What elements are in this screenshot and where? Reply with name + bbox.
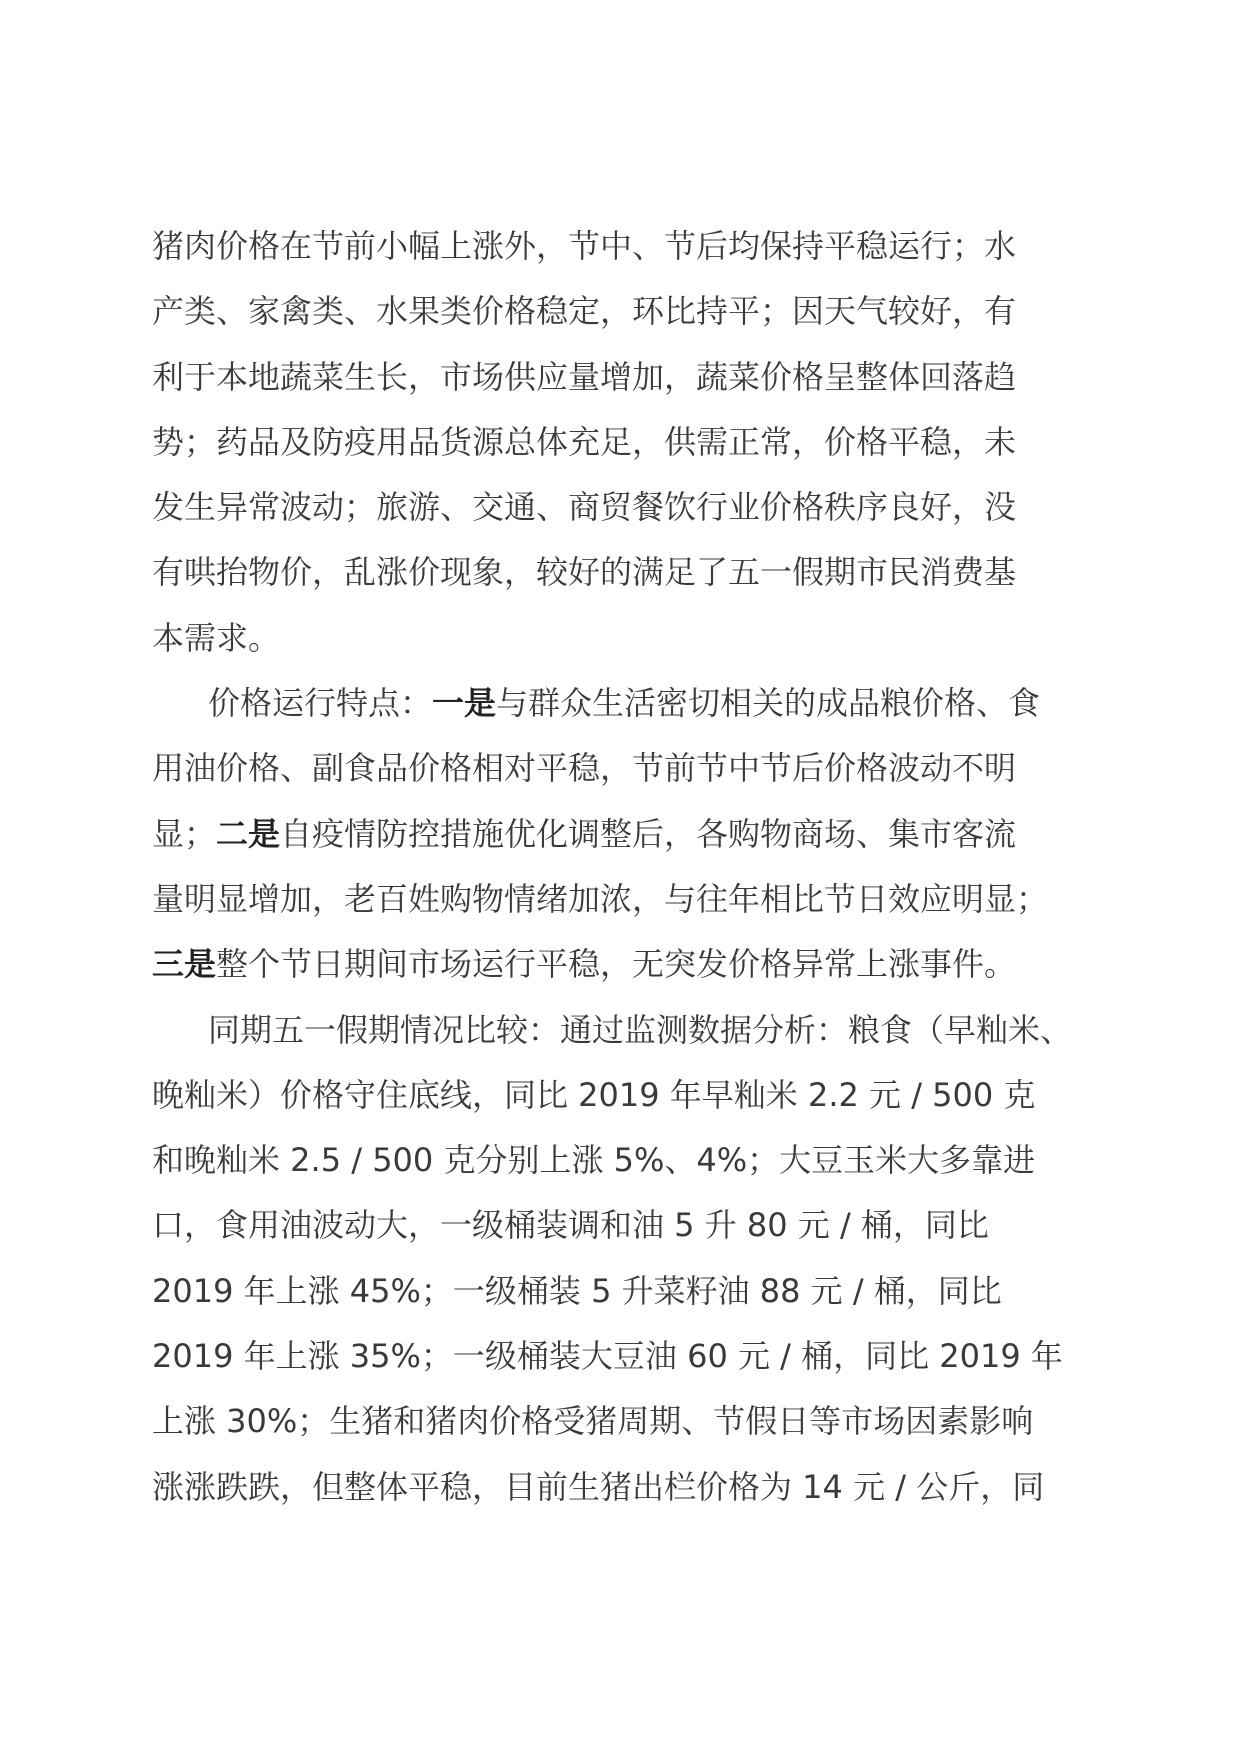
text-line: 本需求。 [152, 618, 281, 657]
bold-point-three: 三是 [152, 945, 217, 984]
text-run: 自疫情防控措施优化调整后，各购物商场、集市客流 [280, 814, 1017, 853]
bold-point-two: 二是 [216, 814, 281, 853]
text-line: 和晚籼米 2.5 / 500 克分别上涨 5%、4%；大豆玉米大多靠进 [152, 1141, 1036, 1180]
text-run: 显； [152, 814, 217, 853]
text-line: 2019 年上涨 45%；一级桶装 5 升菜籽油 88 元 / 桶，同比 [152, 1271, 1002, 1310]
text-run: 与群众生活密切相关的成品粮价格、食 [496, 684, 1041, 723]
text-line [152, 802, 1082, 867]
text-run: 整个节日期间市场运行平稳，无突发价格异常上涨事件。 [216, 945, 1017, 984]
text-line: 利于本地蔬菜生长，市场供应量增加，蔬菜价格呈整体回落趋 [152, 357, 1017, 396]
text-line [152, 998, 1082, 1063]
text-line: 上涨 30%；生猪和猪肉价格受猪周期、节假日等市场因素影响 [152, 1402, 1034, 1441]
text-line: 发生异常波动；旅游、交通、商贸餐饮行业价格秩序良好，没 [152, 488, 1017, 527]
paragraph-price-characteristics [152, 671, 1082, 997]
text-run: 同期五一假期情况比较：通过监测数据分析：粮食（早籼米、 [208, 1010, 1073, 1049]
paragraph-year-comparison [152, 998, 1082, 1520]
text-run: 价格运行特点： [208, 684, 433, 723]
text-line: 猪肉价格在节前小幅上涨外，节中、节后均保持平稳运行；水 [152, 227, 1017, 265]
text-line [152, 671, 1082, 736]
text-line [152, 932, 1082, 997]
document-body [152, 214, 1082, 1520]
text-line: 势；药品及防疫用品货源总体充足，供需正常，价格平稳，未 [152, 422, 1017, 461]
text-line: 量明显增加，老百姓购物情绪加浓，与往年相比节日效应明显； [152, 879, 1049, 918]
text-line: 2019 年上涨 35%；一级桶装大豆油 60 元 / 桶，同比 2019 年 [152, 1337, 1063, 1376]
text-line: 有哄抬物价，乱涨价现象，较好的满足了五一假期市民消费基 [152, 553, 1017, 592]
text-line: 晚籼米）价格守住底线，同比 2019 年早籼米 2.2 元 / 500 克 [152, 1075, 1036, 1114]
bold-point-one: 一是 [432, 684, 497, 723]
paragraph-holiday-prices [152, 214, 1082, 671]
text-line: 用油价格、副食品价格相对平稳，节前节中节后价格波动不明 [152, 749, 1017, 788]
text-line: 口，食用油波动大，一级桶装调和油 5 升 80 元 / 桶，同比 [152, 1206, 989, 1245]
text-line: 产类、家禽类、水果类价格稳定，环比持平；因天气较好，有 [152, 292, 1017, 331]
text-line: 涨涨跌跌，但整体平稳，目前生猪出栏价格为 14 元 / 公斤，同 [152, 1467, 1045, 1506]
